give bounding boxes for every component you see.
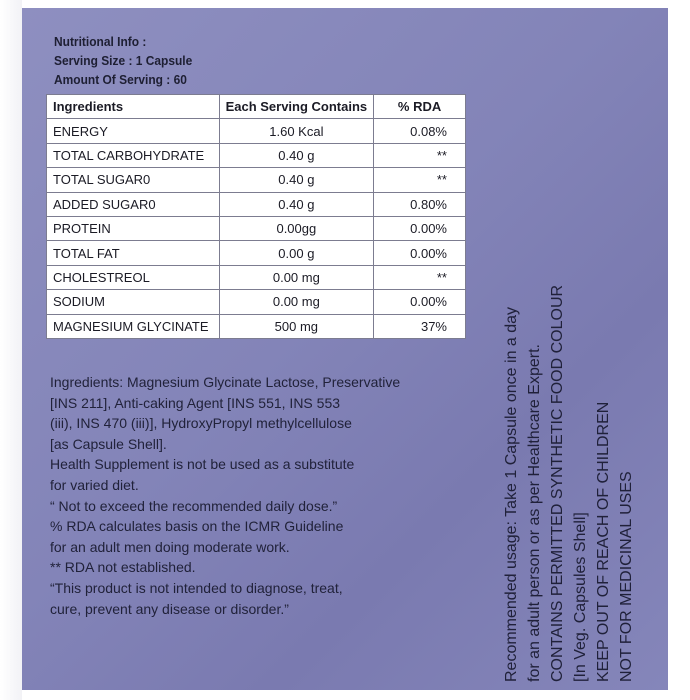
table-cell-serving: 0.00 g bbox=[219, 241, 374, 265]
column-header-serving: Each Serving Contains bbox=[219, 95, 374, 119]
serving-size: Serving Size : 1 Capsule bbox=[54, 53, 193, 68]
table-cell-ingredient: ENERGY bbox=[47, 119, 220, 143]
table-cell-ingredient: PROTEIN bbox=[47, 216, 220, 240]
table-cell-rda: 0.08% bbox=[374, 119, 466, 143]
table-cell-ingredient: TOTAL FAT bbox=[47, 241, 220, 265]
table-cell-rda: ** bbox=[374, 168, 466, 192]
note-line: ** RDA not established. bbox=[50, 559, 196, 576]
table-row bbox=[47, 143, 466, 167]
side-text-rotated bbox=[500, 190, 660, 682]
table-cell-serving: 0.00gg bbox=[219, 216, 374, 240]
table-cell-rda: 0.00% bbox=[374, 241, 466, 265]
table-cell-ingredient: MAGNESIUM GLYCINATE bbox=[47, 314, 220, 338]
label-left-edge bbox=[0, 0, 22, 700]
note-line: cure, prevent any disease or disorder.” bbox=[50, 600, 289, 617]
note-line: Health Supplement is not be used as a substitute bbox=[50, 456, 355, 473]
table-row bbox=[47, 119, 466, 143]
table-row bbox=[47, 168, 466, 192]
ingredients-line: Ingredients: Magnesium Glycinate Lactose, Preservative bbox=[50, 374, 401, 390]
table-row bbox=[47, 290, 466, 314]
table-row bbox=[47, 314, 466, 338]
note-line: “This product is not intended to diagnose, treat, bbox=[50, 579, 343, 596]
nutritional-info-title: Nutritional Info : bbox=[54, 34, 147, 49]
table-cell-serving: 0.00 mg bbox=[219, 265, 374, 289]
column-header-ingredients: Ingredients bbox=[47, 95, 220, 119]
table-header-row bbox=[47, 95, 466, 119]
amount-of-serving: Amount Of Serving : 60 bbox=[54, 72, 187, 87]
food-colour-line: CONTAINS PERMITTED SYNTHETIC FOOD COLOUR bbox=[549, 284, 566, 682]
ingredients-line: (iii), INS 470 (iii)], HydroxyPropyl methylcellulose bbox=[50, 415, 352, 432]
table-cell-serving: 1.60 Kcal bbox=[219, 119, 374, 143]
column-header-rda: % RDA bbox=[374, 95, 466, 119]
nutrition-table bbox=[46, 94, 466, 339]
table-cell-serving: 0.40 g bbox=[219, 192, 374, 216]
table-cell-serving: 500 mg bbox=[219, 314, 374, 338]
table-cell-rda: ** bbox=[374, 143, 466, 167]
note-line: % RDA calculates basis on the ICMR Guideline bbox=[50, 518, 344, 535]
ingredients-line: [as Capsule Shell]. bbox=[50, 435, 167, 452]
ingredients-and-notes bbox=[50, 372, 470, 619]
table-row bbox=[47, 216, 466, 240]
table-cell-serving: 0.40 g bbox=[219, 143, 374, 167]
table-row bbox=[47, 241, 466, 265]
recommended-usage-line: for an adult person or as per Healthcare Expert. bbox=[526, 344, 543, 682]
table-cell-rda: 0.00% bbox=[374, 216, 466, 240]
warning-line: NOT FOR MEDICINAL USES bbox=[618, 471, 635, 682]
table-cell-serving: 0.00 mg bbox=[219, 290, 374, 314]
table-cell-rda: 0.80% bbox=[374, 192, 466, 216]
table-cell-ingredient: TOTAL SUGAR0 bbox=[47, 168, 220, 192]
table-cell-ingredient: SODIUM bbox=[47, 290, 220, 314]
table-cell-ingredient: CHOLESTREOL bbox=[47, 265, 220, 289]
note-line: for an adult men doing moderate work. bbox=[50, 538, 290, 555]
table-cell-rda: 37% bbox=[374, 314, 466, 338]
table-cell-ingredient: TOTAL CARBOHYDRATE bbox=[47, 143, 220, 167]
ingredients-line: [INS 211], Anti-caking Agent [INS 551, INS 553 bbox=[50, 394, 341, 411]
table-cell-rda: ** bbox=[374, 265, 466, 289]
table-row bbox=[47, 265, 466, 289]
side-text-block bbox=[500, 190, 660, 682]
table-row bbox=[47, 192, 466, 216]
note-line: for varied diet. bbox=[50, 476, 139, 493]
nutritional-info-header bbox=[54, 32, 192, 89]
warning-line: KEEP OUT OF REACH OF CHILDREN bbox=[595, 401, 612, 682]
note-line: “ Not to exceed the recommended daily dose.” bbox=[50, 497, 338, 514]
recommended-usage-line: Recommended usage: Take 1 Capsule once in a day bbox=[503, 306, 520, 682]
table-cell-rda: 0.00% bbox=[374, 290, 466, 314]
table-cell-ingredient: ADDED SUGAR0 bbox=[47, 192, 220, 216]
food-colour-line: [In Veg. Capsules Shell] bbox=[572, 512, 589, 682]
table-cell-serving: 0.40 g bbox=[219, 168, 374, 192]
